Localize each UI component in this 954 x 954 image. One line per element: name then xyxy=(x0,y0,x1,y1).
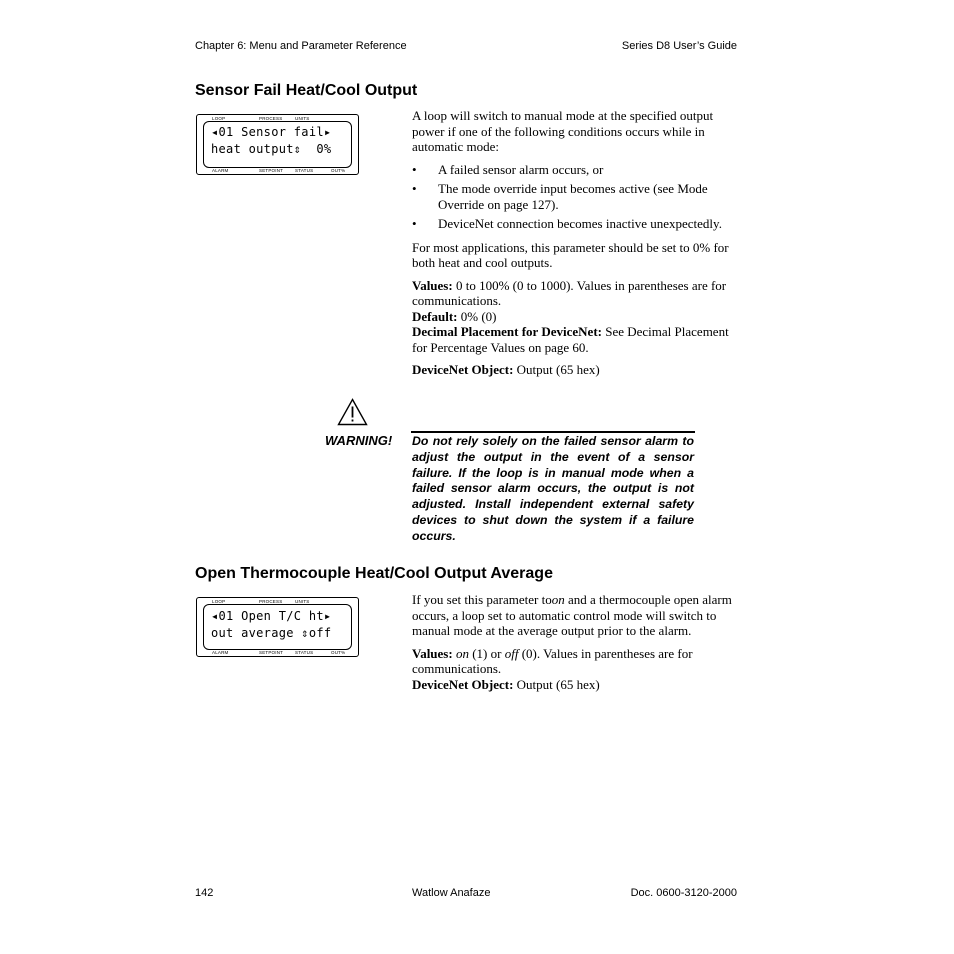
lcd-label-loop: LOOP xyxy=(212,599,226,604)
list-item xyxy=(412,181,744,212)
values-mid: (1) or xyxy=(468,645,505,661)
default-line xyxy=(412,309,744,325)
object-line xyxy=(412,677,744,693)
running-header-guide: Series D8 User’s Guide xyxy=(621,40,737,52)
warning-triangle-icon xyxy=(337,398,368,426)
page-number: 142 xyxy=(195,887,214,899)
section-body-open-tc xyxy=(412,592,744,692)
list-item-text: DeviceNet connection becomes inactive unexpectedly. xyxy=(438,216,722,231)
intro-paragraph: A loop will switch to manual mode at the specified output power if one of the following conditions occurs while in automatic mode: xyxy=(412,108,714,154)
values-off: off xyxy=(504,645,519,661)
object-text: Output (65 hex) xyxy=(513,362,600,377)
lcd-label-out: OUT% xyxy=(331,650,346,655)
bullet-mark: • xyxy=(412,181,417,196)
footer-company: Watlow Anafaze xyxy=(412,887,491,899)
lcd-label-loop: LOOP xyxy=(212,116,226,121)
bullet-mark: • xyxy=(412,216,417,231)
decimal-text: See Decimal Placement for Percentage Values on page 60. xyxy=(412,324,729,355)
decimal-line xyxy=(412,324,744,355)
lcd-label-process: PROCESS xyxy=(259,599,283,604)
lcd-label-status: STATUS xyxy=(295,168,314,173)
lcd-label-out: OUT% xyxy=(331,168,346,173)
list-item-text: The mode override input becomes active (see Mode Override on page 127). xyxy=(438,181,708,212)
section-title-open-tc: Open Thermocouple Heat/Cool Output Average xyxy=(195,565,553,582)
values-text: 0 to 100% (0 to 1000). Values in parentheses are for communications. xyxy=(412,277,727,308)
lcd-display-open-tc xyxy=(196,597,359,657)
lcd-line-1: ◂01 Open T/C ht▸ xyxy=(211,609,332,623)
default-text: 0% (0) xyxy=(457,308,497,324)
lcd-display-sensor-fail xyxy=(196,114,359,175)
object-text: Output (65 hex) xyxy=(513,676,600,692)
default-label: Default: xyxy=(412,308,458,324)
object-label: DeviceNet Object: xyxy=(412,362,514,377)
object-label: DeviceNet Object: xyxy=(412,676,514,692)
lcd-line-2: out average ⇕off xyxy=(211,626,332,640)
lcd-label-units: UNITS xyxy=(295,599,310,604)
values-label: Values: xyxy=(412,645,453,661)
list-item xyxy=(412,162,744,178)
lcd-label-process: PROCESS xyxy=(259,116,283,121)
note-paragraph: For most applications, this parameter should be set to 0% for both heat and cool outputs. xyxy=(412,239,729,270)
list-item xyxy=(412,216,744,232)
intro-paragraph xyxy=(412,592,744,639)
values-on: on xyxy=(455,645,469,661)
bullet-mark: • xyxy=(412,161,417,177)
intro-text-b: and a thermocouple open alarm occurs, a loop set to automatic control mode will switch to manual mode at the average output prior to the alarm. xyxy=(412,592,732,638)
values-line xyxy=(412,278,744,309)
lcd-label-alarm: ALARM xyxy=(212,650,229,655)
lcd-label-setpoint: SETPOINT xyxy=(259,650,284,655)
values-end: (0). Values in parentheses are for communications. xyxy=(412,645,693,676)
intro-text-a: If you set this parameter to xyxy=(412,592,552,607)
lcd-line-1: ◂01 Sensor fail▸ xyxy=(211,125,332,139)
section-body-sensor-fail xyxy=(412,108,744,378)
condition-list xyxy=(412,162,744,232)
lcd-label-alarm: ALARM xyxy=(212,168,229,173)
warning-text: Do not rely solely on the failed sensor alarm to adjust the output in the event of a sensor failure. If the loop is in manual mode when a failed sensor alarm occurs, the output is not adjusted. Install independent external safety devices to shut down the system if a failure occurs. xyxy=(412,434,694,543)
object-line xyxy=(412,362,744,378)
values-label: Values: xyxy=(412,277,453,293)
lcd-line-2: heat output⇕ 0% xyxy=(211,142,332,156)
running-header-chapter: Chapter 6: Menu and Parameter Reference xyxy=(195,40,407,52)
intro-on-value: on xyxy=(551,592,565,607)
values-line xyxy=(412,646,744,677)
warning-label: WARNING! xyxy=(325,433,393,448)
lcd-label-units: UNITS xyxy=(295,116,310,121)
warning-rule xyxy=(411,431,695,433)
lcd-label-setpoint: SETPOINT xyxy=(259,168,284,173)
decimal-label: Decimal Placement for DeviceNet: xyxy=(412,324,602,339)
section-title-sensor-fail: Sensor Fail Heat/Cool Output xyxy=(195,82,418,99)
lcd-label-status: STATUS xyxy=(295,650,314,655)
list-item-text: A failed sensor alarm occurs, or xyxy=(438,161,604,177)
footer-doc-number: Doc. 0600-3120-2000 xyxy=(630,887,737,899)
